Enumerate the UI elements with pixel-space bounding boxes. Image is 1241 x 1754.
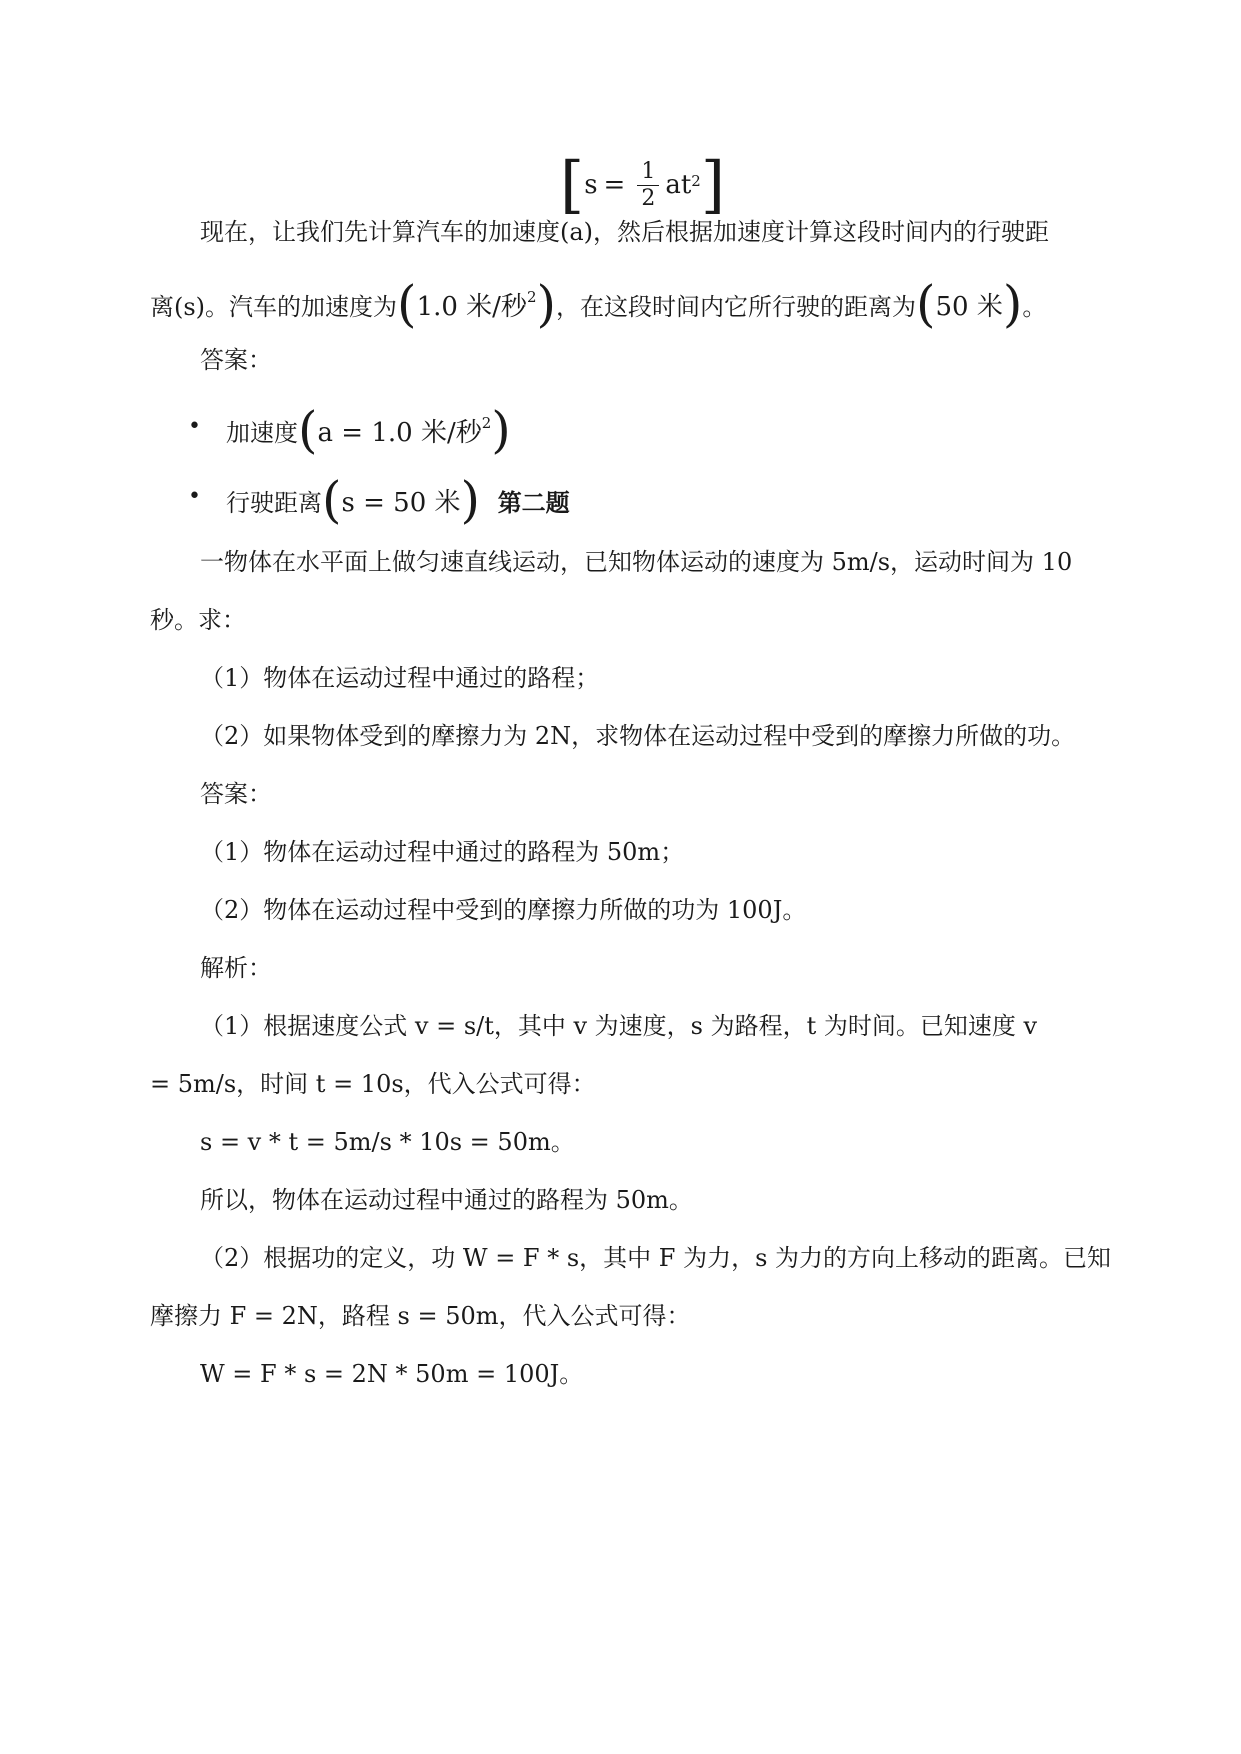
acceleration-value: 1.0 米/秒 bbox=[416, 292, 527, 322]
analysis-1-line-2: = 5m/s，时间 t = 10s，代入公式可得： bbox=[150, 1070, 596, 1098]
q2-line-1: 一物体在水平面上做匀速直线运动，已知物体运动的速度为 5m/s，运动时间为 10 bbox=[200, 548, 1073, 576]
formula-exponent: 2 bbox=[691, 172, 701, 190]
paragraph-1-line-1: 现在，让我们先计算汽车的加速度(a)，然后根据加速度计算这段时间内的行驶距 bbox=[200, 218, 1050, 246]
bullet-dot: • bbox=[188, 414, 201, 439]
bullet-dot: • bbox=[188, 484, 201, 509]
analysis-2-line-1: （2）根据功的定义，功 W = F * s，其中 F 为力，s 为力的方向上移动的距离。已知 bbox=[200, 1244, 1112, 1272]
paragraph-1-line-2: 离(s)。汽车的加速度为(1.0 米/秒$^2$)，在这段时间内它所行驶的距离为(50 米)。 bbox=[150, 275, 1047, 333]
formula-distance: [ s = $\frac{1}{2}$ at $^2$ ] bbox=[560, 148, 726, 221]
formula-rhs: at bbox=[665, 170, 692, 200]
formula-eq: = bbox=[603, 170, 626, 200]
analysis-1-conclusion: 所以，物体在运动过程中通过的路程为 50m。 bbox=[200, 1186, 693, 1214]
analysis-2-calc: W = F * s = 2N * 50m = 100J。 bbox=[200, 1360, 584, 1388]
q2-answer-2: （2）物体在运动过程中受到的摩擦力所做的功为 100J。 bbox=[200, 896, 807, 924]
q2-sub-1: （1）物体在运动过程中通过的路程； bbox=[200, 664, 600, 692]
formula-lhs: s bbox=[584, 170, 598, 200]
answer-label-2: 答案： bbox=[200, 780, 272, 808]
answer-label-1: 答案： bbox=[200, 346, 272, 374]
fraction-numerator: 1 bbox=[637, 159, 659, 186]
formula-fraction bbox=[637, 159, 659, 212]
bullet-item-distance: 行驶距离(s = 50 米) 第二题 bbox=[226, 471, 570, 529]
analysis-1-line-1: （1）根据速度公式 v = s/t，其中 v 为速度，s 为路程，t 为时间。已知速度 v bbox=[200, 1012, 1038, 1040]
analysis-1-calc: s = v * t = 5m/s * 10s = 50m。 bbox=[200, 1128, 575, 1156]
section-heading-q2: 第二题 bbox=[497, 489, 570, 517]
q2-line-2: 秒。求： bbox=[150, 606, 246, 634]
analysis-2-line-2: 摩擦力 F = 2N，路程 s = 50m，代入公式可得： bbox=[150, 1302, 691, 1330]
fraction-denominator: 2 bbox=[641, 185, 656, 211]
q2-answer-1: （1）物体在运动过程中通过的路程为 50m； bbox=[200, 838, 685, 866]
distance-value: 50 米 bbox=[935, 292, 1003, 322]
bullet-item-acceleration: 加速度(a = 1.0 米/秒$^2$) bbox=[226, 401, 511, 459]
q2-sub-2: （2）如果物体受到的摩擦力为 2N，求物体在运动过程中受到的摩擦力所做的功。 bbox=[200, 722, 1076, 750]
analysis-label: 解析： bbox=[200, 954, 272, 982]
